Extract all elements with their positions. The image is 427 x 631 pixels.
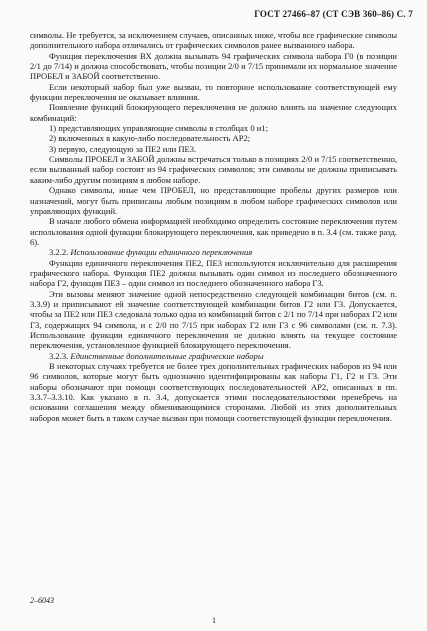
- paragraph: Функции единичного переключения ПЕ2, ПЕ3 используются исключительно для расширения графического набора. Функция ПЕ2 должна вызывать один символ из последнего обозначенного набора Г2, функция ПЕ3 – один символ из последнего обозначенного набора Г3.: [30, 257, 397, 289]
- section-number: 3.2.2.: [49, 247, 69, 258]
- section-title: Единственные дополнительные графические наборы: [70, 350, 264, 361]
- footer-signature: 2–6043: [30, 596, 54, 605]
- section-title: Использование функции единичного переключения: [70, 247, 253, 258]
- page-header: ГОСТ 27466–87 (СТ СЭВ 360–86) С. 7: [254, 9, 413, 19]
- section-number: 3.2.3.: [49, 350, 69, 361]
- paragraph: Если некоторый набор был уже вызван, то повторное использование соответствующей ему функции переключения не оказывает влияния.: [30, 81, 397, 103]
- paragraph: В некоторых случаях требуется не более трех дополнительных графических наборов из 94 или 96 символов, которые могут быть однозначно идентифицированы как наборы Г1, Г2 и Г3. Эти наборы обозначают при помощи соответствующих последовательностей АР2, описанных в пп. 3.3.7–3.3.10. Как указано в п. 3.4, допускается этими последовательностями пренебречь на основании соглашения между обменивающимися сторонами. Любой из этих дополнительных наборов может быть в таком случае вызван при помощи соответствующей функции переключения.: [30, 361, 397, 423]
- paragraph: Функция переключения ВХ должна вызывать 94 графических символа набора Г0 (в позиции 2/1 до 7/14) и должна способствовать, чтобы позиции 2/0 и 7/15 принимали их нормальное значение ПРОБЕЛ и ЗАБОЙ соответственно.: [30, 50, 397, 82]
- list-item: 3) первую, следующую за ПЕ2 или ПЕ3.: [49, 143, 197, 154]
- paragraph: Появление функций блокирующего переключения не должно влиять на значение следующих комбинаций:: [30, 102, 397, 123]
- paragraph: символы. Не требуется, за исключением случаев, описанных ниже, чтобы все графические символы дополнительного набора отличались от графических символов ранее вызванного набора.: [30, 30, 397, 51]
- list-item: 2) включенных в какую-либо последовательность АР2;: [49, 133, 251, 144]
- page-body: [30, 30, 397, 423]
- section-heading: [30, 351, 397, 361]
- section-heading: [30, 247, 397, 257]
- paragraph: В начале любого обмена информацией необходимо определить состояние переключения путем использования одной функции блокирующего переключения, как приведено в п. 3.4 (см. также разд. 6).: [30, 216, 397, 247]
- footer-mark: 1: [212, 616, 216, 625]
- list-item: 1) представляющих управляющие символы в столбцах 0 и1;: [49, 123, 268, 134]
- paragraph: Символы ПРОБЕЛ и ЗАБОЙ должны встречаться только в позициях 2/0 и 7/15 соответственно, если вызванный набор состоит из 94 графических символов; эти символы не должны приписывать каким-либо другим позициям в любом наборе.: [30, 154, 397, 185]
- paragraph: Эти вызовы меняют значение одной непосредственно следующей комбинации битов (см. п. 3.3.9) и приписывают ей значение соответствующей комбинации битов Г2 или Г3. Допускается, чтобы за ПЕ2 или ПЕ3 следовала только одна из комбинаций битов с 2/1 по 7/14 при наборах Г2 или Г3, содержащих 94 символа, и с 2/0 по 7/15 при наборах Г2 или Г3 с 96 символами (см. п. 7.3). Использование функции единичного переключения не должно влиять на текущее состояние переключения, установленное функцией блокирующего переключения.: [30, 288, 397, 351]
- paragraph: Однако символы, иные чем ПРОБЕЛ, но представляющие пробелы других размеров или назначений, могут быть приписаны любым позициям в любом наборе графических символов или управляющих функций.: [30, 185, 397, 216]
